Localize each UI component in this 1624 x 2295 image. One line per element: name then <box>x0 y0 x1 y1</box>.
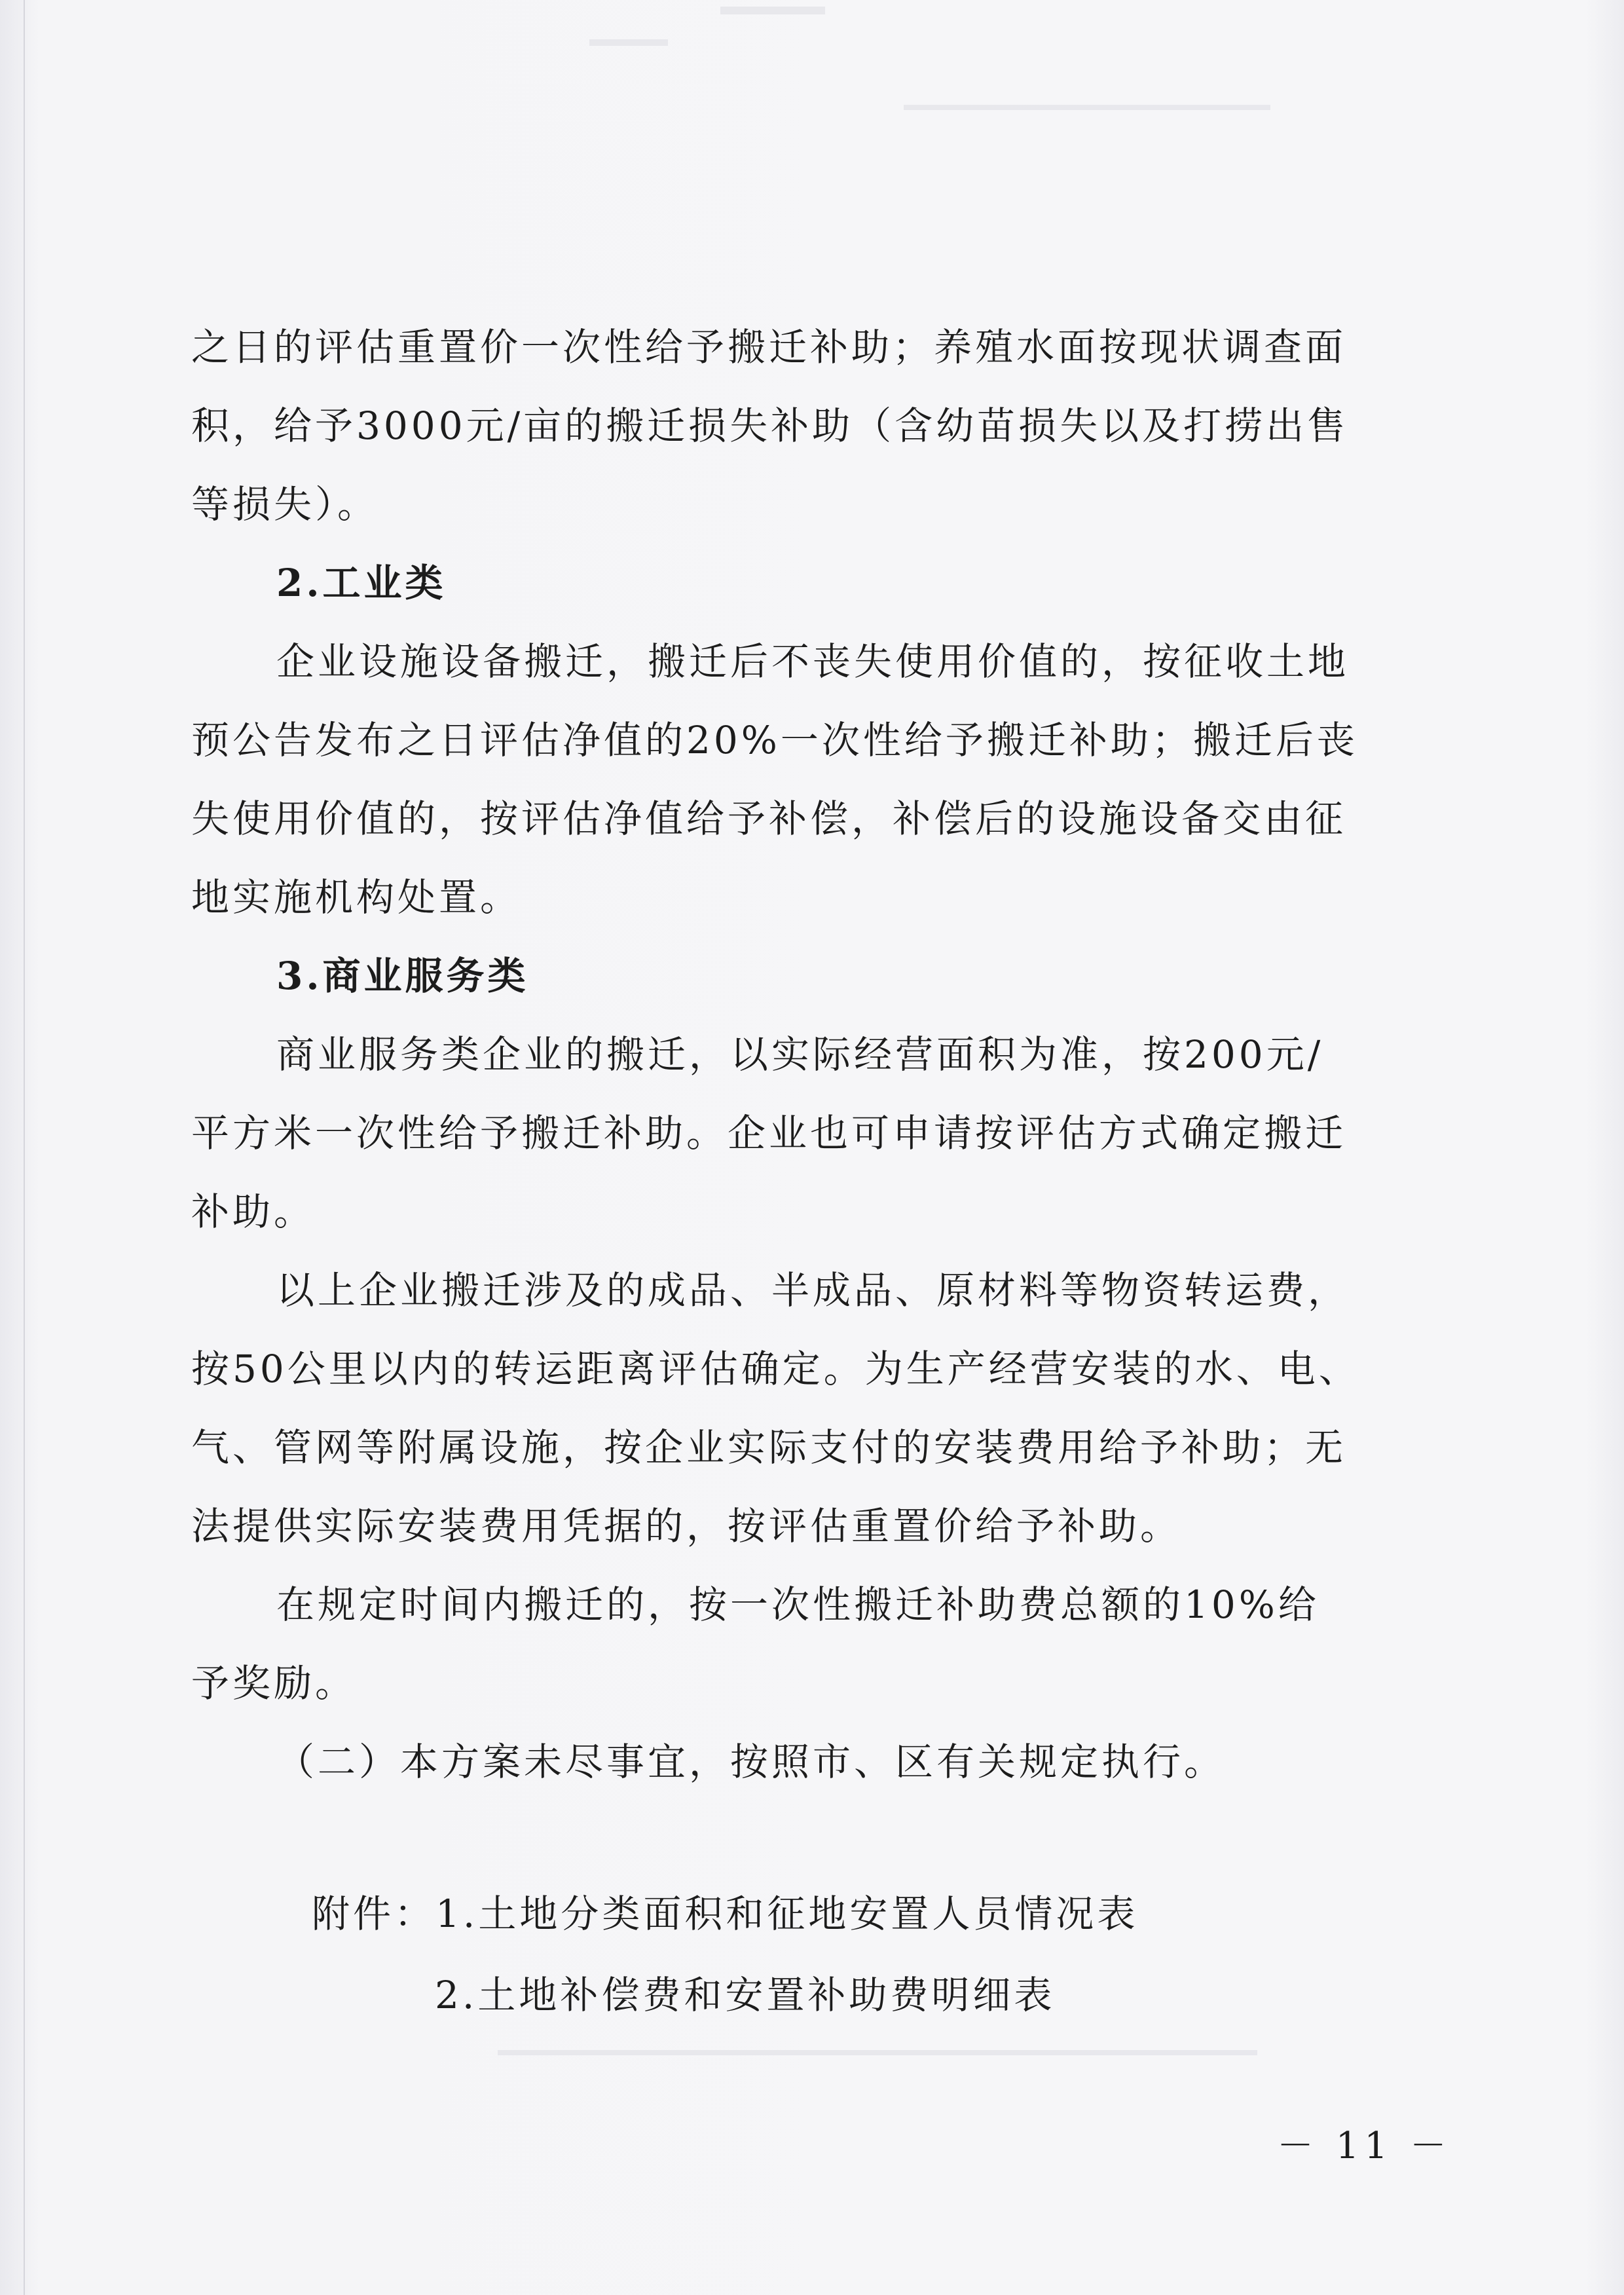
text-line: 法提供实际安装费用凭据的，按评估重置价给予补助。 <box>191 1504 1182 1548</box>
text-line: 在规定时间内搬迁的，按一次性搬迁补助费总额的10%给 <box>276 1582 1320 1627</box>
text-line: 平方米一次性给予搬迁补助。企业也可申请按评估方式确定搬迁 <box>191 1111 1347 1155</box>
attachment-item: 2.土地补偿费和安置补助费明细表 <box>435 1973 1056 2017</box>
bleed-through-mark <box>498 2050 1257 2055</box>
body-text <box>191 308 1384 1801</box>
page-number: － 11 － <box>1277 2125 1452 2167</box>
text-line: 等损失）。 <box>191 482 379 527</box>
section-heading-commercial: 3.商业服务类 <box>276 954 529 998</box>
text-line: （二）本方案未尽事宜，按照市、区有关规定执行。 <box>276 1740 1226 1784</box>
section-heading-industrial: 2.工业类 <box>276 561 447 605</box>
text-line: 补助。 <box>191 1189 316 1234</box>
attachment-row-1 <box>312 1873 1138 1954</box>
text-line: 预公告发布之日评估净值的20%一次性给予搬迁补助；搬迁后丧 <box>191 718 1358 762</box>
attachments-label: 附件： <box>312 1892 436 1936</box>
attachments-block <box>312 1873 1138 2036</box>
text-line: 积，给予3000元/亩的搬迁损失补助（含幼苗损失以及打捞出售 <box>191 403 1349 448</box>
text-line: 之日的评估重置价一次性给予搬迁补助；养殖水面按现状调查面 <box>191 325 1347 369</box>
text-line: 商业服务类企业的搬迁，以实际经营面积为准，按200元/ <box>276 1032 1324 1077</box>
text-line: 失使用价值的，按评估净值给予补偿，补偿后的设施设备交由征 <box>191 796 1347 841</box>
bleed-through-mark <box>589 39 668 46</box>
text-line: 企业设施设备搬迁，搬迁后不丧失使用价值的，按征收土地 <box>276 639 1350 684</box>
attachment-item: 1.土地分类面积和征地安置人员情况表 <box>435 1892 1139 1936</box>
bleed-through-mark <box>720 7 825 14</box>
text-line: 气、管网等附属设施，按企业实际支付的安装费用给予补助；无 <box>191 1425 1347 1470</box>
bleed-through-mark <box>904 105 1270 110</box>
text-line: 以上企业搬迁涉及的成品、半成品、原材料等物资转运费， <box>276 1268 1350 1313</box>
page-edge-shadow <box>24 0 25 2295</box>
text-line: 予奖励。 <box>191 1661 357 1706</box>
text-line: 地实施机构处置。 <box>191 875 522 920</box>
text-line: 按50公里以内的转运距离评估确定。为生产经营安装的水、电、 <box>191 1347 1360 1391</box>
